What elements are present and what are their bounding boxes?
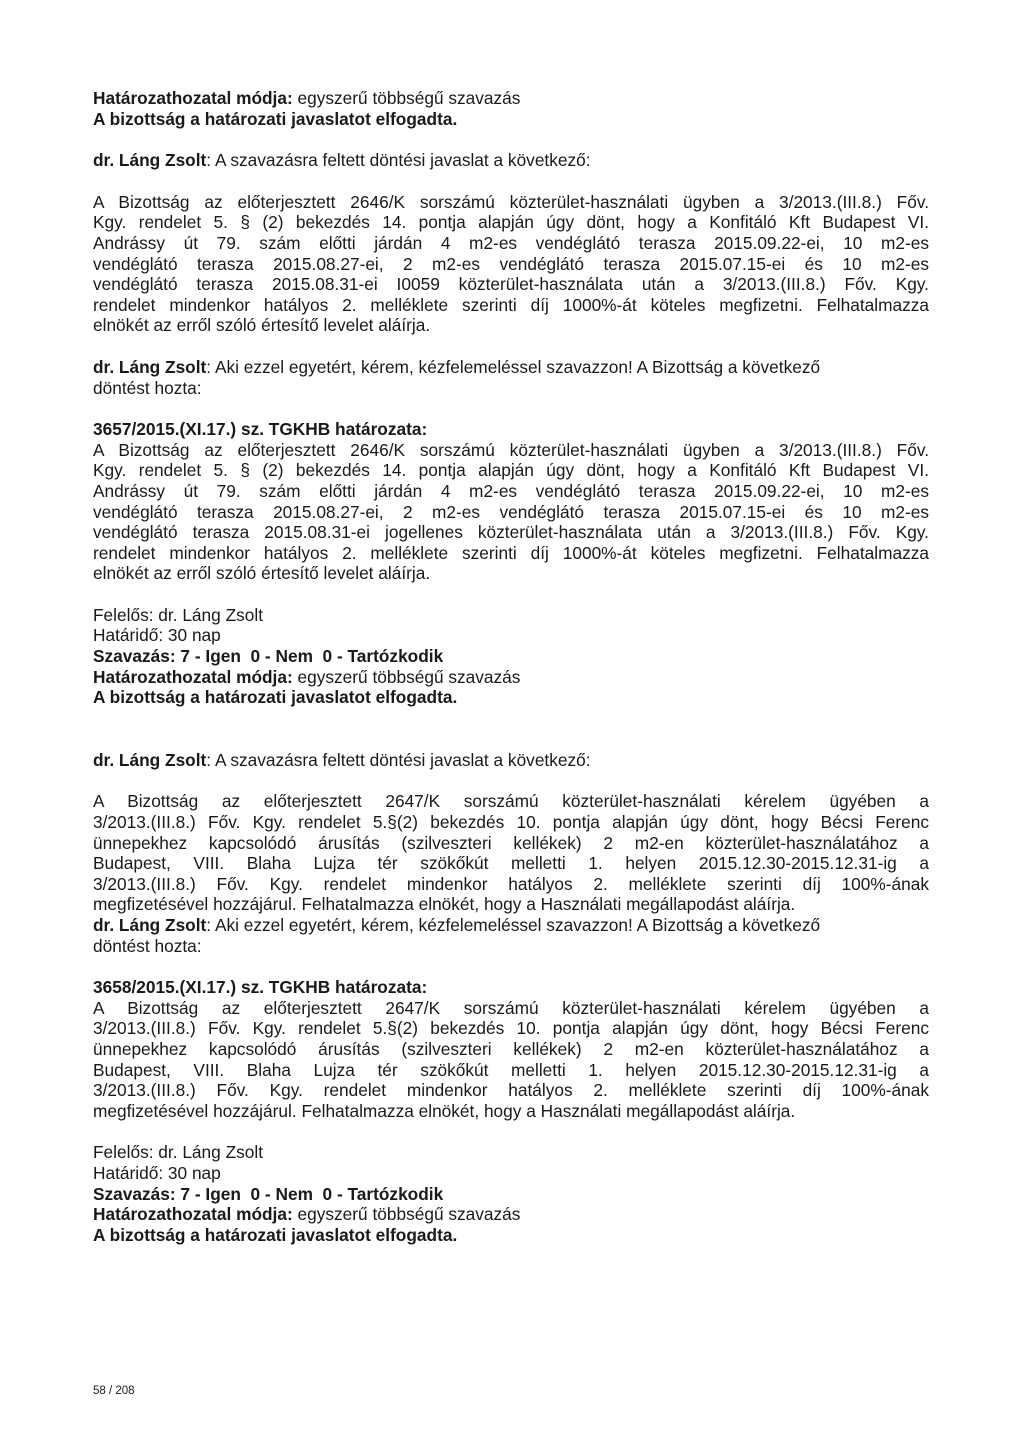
voting-mode xyxy=(93,88,929,109)
accepted-statement: A bizottság a határozati javaslatot elfogadta. xyxy=(93,108,458,129)
proposal-line: 3/2013.(III.8.) Főv. Kgy. rendelet 5.§(2) bekezdés 10. pontja alapján úgy dönt, hogy Bécsi Ferenc xyxy=(93,812,929,833)
resolution-line: A Bizottság az előterjesztett 2647/K sorszámú közterület-használati kérelem ügyében a xyxy=(93,997,929,1018)
resolution-body xyxy=(93,998,929,1122)
vote-result: Szavazás: 7 - Igen 0 - Nem 0 - Tartózkodik xyxy=(93,1183,444,1204)
resolution-heading xyxy=(93,977,929,998)
resolution-body xyxy=(93,440,929,584)
resolution-heading xyxy=(93,419,929,440)
voting-mode xyxy=(93,1204,929,1225)
proposal-line: vendéglátó terasza 2015.08.31-ei I0059 közterület-használata után a 3/2013.(III.8.) Főv. Kgy. xyxy=(93,274,929,295)
speaker-name: dr. Láng Zsolt xyxy=(93,356,207,377)
resolution-number: 3657/2015.(XI.17.) xyxy=(93,419,237,440)
resolution-line: Andrássy út 79. szám előtti járdán 4 m2-es vendéglátó terasza 2015.09.22-ei, 10 m2-es xyxy=(93,480,929,501)
proposal-line: rendelet mindenkor hatályos 2. melléklete szerinti díj 1000%-át köteles megfizetni. Felhatalmazza xyxy=(93,294,929,315)
voting-mode-label: Határozathozatal módja: xyxy=(93,666,293,687)
voting-mode-label: Határozathozatal módja: xyxy=(93,88,293,108)
speaker-name: dr. Láng Zsolt xyxy=(93,150,207,171)
voting-mode-value: egyszerű többségű szavazás xyxy=(292,88,521,108)
resolution-line: A Bizottság az előterjesztett 2646/K sorszámú közterület-használati ügyben a 3/2013.(III.8.) Főv. xyxy=(93,439,929,460)
voting-mode-value: egyszerű többségű szavazás xyxy=(292,1204,521,1225)
vote-call-continuation: döntést hozta: xyxy=(93,935,202,956)
vote-call xyxy=(93,915,929,936)
page-number: 58 / 208 xyxy=(93,1385,135,1397)
proposal-line: vendéglátó terasza 2015.08.27-ei, 2 m2-es vendéglátó terasza 2015.07.15-ei és 10 m2-es xyxy=(93,253,929,274)
vote-call-text: : Aki ezzel egyetért, kérem, kézfelemeléssel szavazzon! A Bizottság a következő xyxy=(206,915,821,935)
proposal-line: megfizetésével hozzájárul. Felhatalmazza elnökét, hogy a Használati megállapodást aláírja. xyxy=(93,894,796,915)
proposal-line: Kgy. rendelet 5. § (2) bekezdés 14. pontja alapján úgy dönt, hogy a Konfitáló Kft Budapest VI. xyxy=(93,212,929,233)
accepted-statement: A bizottság a határozati javaslatot elfogadta. xyxy=(93,1224,458,1245)
resolution-suffix: sz. TGKHB határozata: xyxy=(236,419,428,440)
proposal-intro-text: : A szavazásra feltett döntési javaslat a következő: xyxy=(206,749,591,770)
responsible-person: Felelős: dr. Láng Zsolt xyxy=(93,604,264,625)
vote-call-continuation: döntést hozta: xyxy=(93,377,202,398)
speaker-name: dr. Láng Zsolt xyxy=(93,915,207,935)
accepted-statement: A bizottság a határozati javaslatot elfogadta. xyxy=(93,687,458,708)
resolution-suffix: sz. TGKHB határozata: xyxy=(236,977,428,998)
resolution-line: vendéglátó terasza 2015.08.31-ei jogellenes közterület-használata után a 3/2013.(III.8.) Főv. Kgy. xyxy=(93,522,929,543)
responsible-person: Felelős: dr. Láng Zsolt xyxy=(93,1142,264,1163)
proposal-body xyxy=(93,192,929,336)
vote-call-text: : Aki ezzel egyetért, kérem, kézfelemeléssel szavazzon! A Bizottság a következő xyxy=(206,356,821,377)
resolution-line: rendelet mindenkor hatályos 2. melléklete szerinti díj 1000%-át köteles megfizetni. Felhatalmazza xyxy=(93,542,929,563)
resolution-line: Kgy. rendelet 5. § (2) bekezdés 14. pontja alapján úgy dönt, hogy a Konfitáló Kft Budapest VI. xyxy=(93,460,929,481)
proposal-line: A Bizottság az előterjesztett 2647/K sorszámú közterület-használati kérelem ügyében a xyxy=(93,791,929,812)
resolution-line: elnökét az erről szóló értesítő levelet aláírja. xyxy=(93,563,431,584)
voting-mode xyxy=(93,667,929,688)
deadline: Határidő: 30 nap xyxy=(93,1162,221,1183)
proposal-line: 3/2013.(III.8.) Főv. Kgy. rendelet mindenkor hatályos 2. melléklete szerinti díj 100%-ának xyxy=(93,873,929,894)
deadline: Határidő: 30 nap xyxy=(93,625,221,646)
vote-call xyxy=(93,357,929,378)
resolution-line: vendéglátó terasza 2015.08.27-ei, 2 m2-es vendéglátó terasza 2015.07.15-ei és 10 m2-es xyxy=(93,501,929,522)
speaker-name: dr. Láng Zsolt xyxy=(93,749,207,770)
proposal-line: Budapest, VIII. Blaha Lujza tér szökőkút melletti 1. helyen 2015.12.30-2015.12.31-ig a xyxy=(93,853,929,874)
document-page xyxy=(93,88,929,1245)
proposal-intro xyxy=(93,150,929,171)
proposal-body xyxy=(93,791,929,915)
resolution-number: 3658/2015.(XI.17.) xyxy=(93,977,237,998)
voting-mode-value: egyszerű többségű szavazás xyxy=(292,666,521,687)
resolution-line: megfizetésével hozzájárul. Felhatalmazza elnökét, hogy a Használati megállapodást aláírja. xyxy=(93,1100,796,1121)
resolution-line: ünnepekhez kapcsolódó árusítás (szilveszteri kellékek) 2 m2-en közterület-használatához a xyxy=(93,1038,929,1059)
resolution-line: Budapest, VIII. Blaha Lujza tér szökőkút melletti 1. helyen 2015.12.30-2015.12.31-ig a xyxy=(93,1059,929,1080)
proposal-line: A Bizottság az előterjesztett 2646/K sorszámú közterület-használati ügyben a 3/2013.(III.8.) Főv. xyxy=(93,191,929,212)
resolution-line: 3/2013.(III.8.) Főv. Kgy. rendelet 5.§(2) bekezdés 10. pontja alapján úgy dönt, hogy Bécsi Ferenc xyxy=(93,1018,929,1039)
proposal-line: ünnepekhez kapcsolódó árusítás (szilveszteri kellékek) 2 m2-en közterület-használatához a xyxy=(93,832,929,853)
resolution-line: 3/2013.(III.8.) Főv. Kgy. rendelet mindenkor hatályos 2. melléklete szerinti díj 100%-ának xyxy=(93,1080,929,1101)
proposal-intro-text: : A szavazásra feltett döntési javaslat a következő: xyxy=(206,150,591,171)
voting-mode-label: Határozathozatal módja: xyxy=(93,1204,293,1225)
vote-result: Szavazás: 7 - Igen 0 - Nem 0 - Tartózkodik xyxy=(93,646,444,667)
proposal-line: Andrássy út 79. szám előtti járdán 4 m2-es vendéglátó terasza 2015.09.22-ei, 10 m2-es xyxy=(93,232,929,253)
proposal-line: elnökét az erről szóló értesítő levelet aláírja. xyxy=(93,315,431,336)
proposal-intro xyxy=(93,750,929,771)
